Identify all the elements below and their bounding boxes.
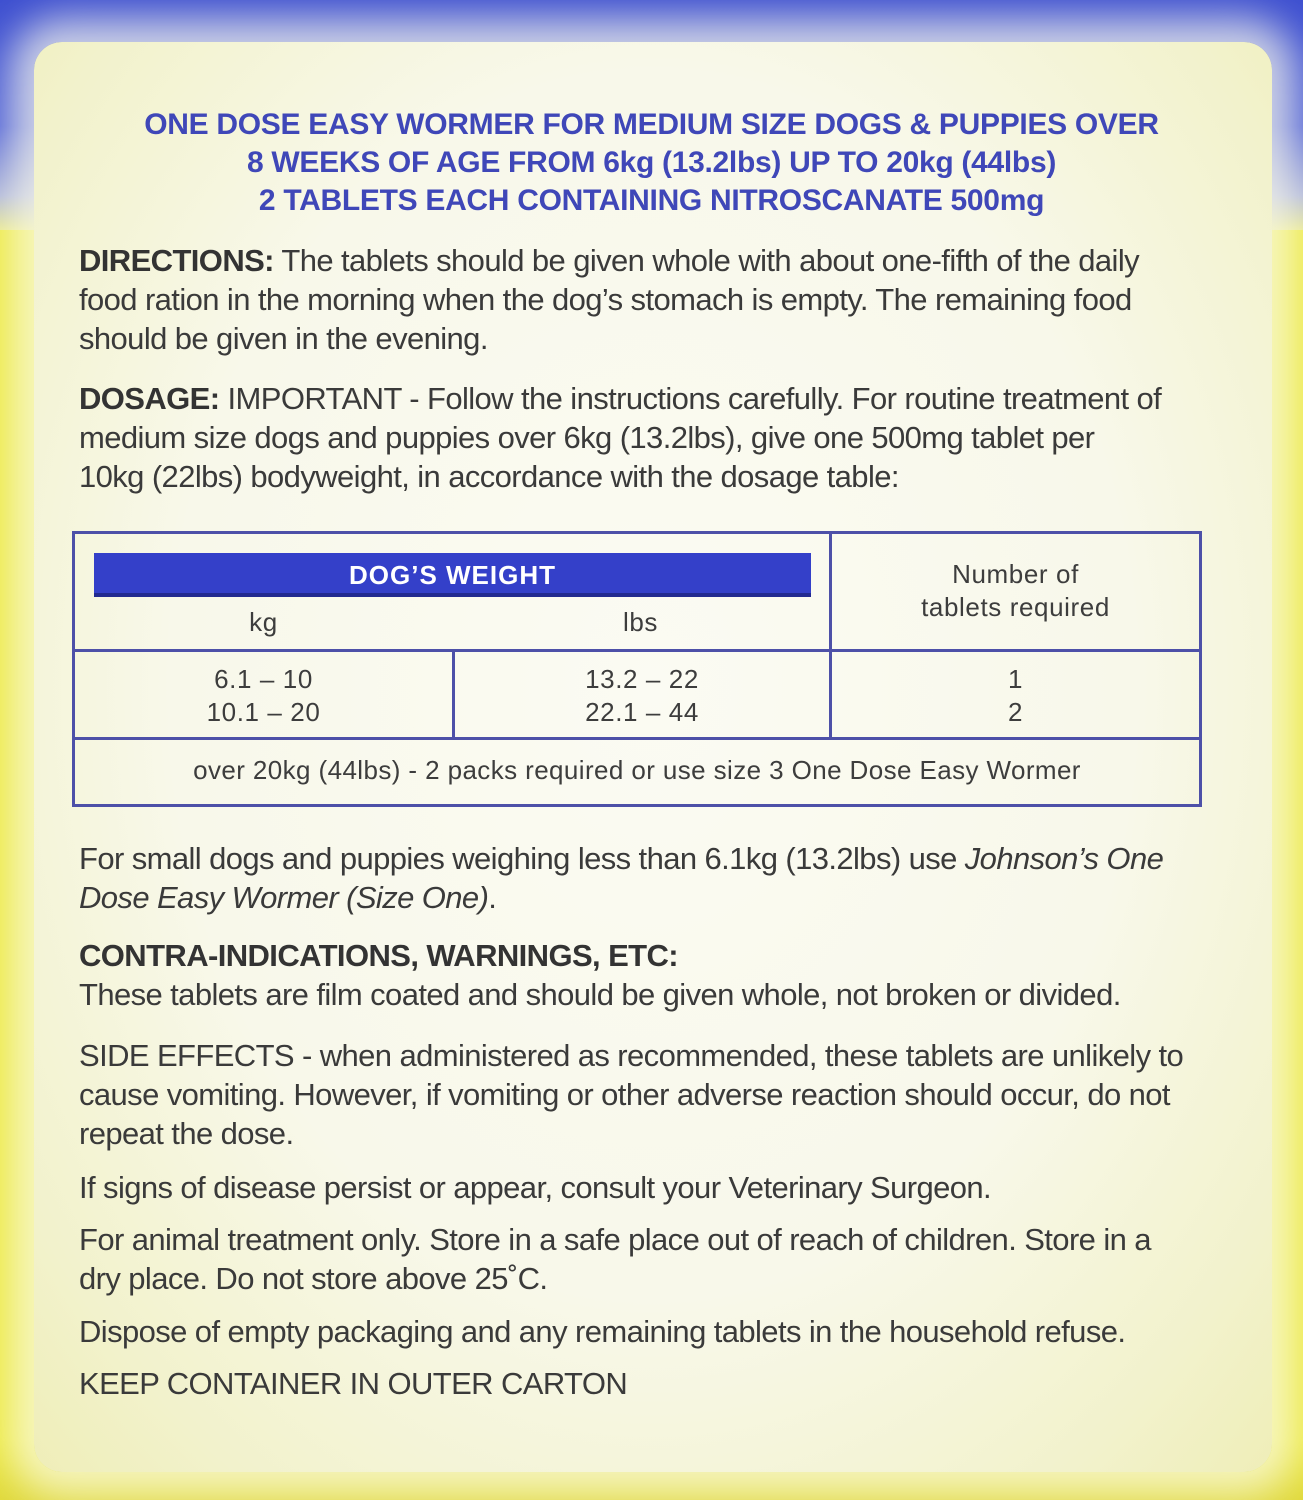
- storage-text: For animal treatment only. Store in a safe place out of reach of children. Store in a: [79, 1222, 1151, 1257]
- lbs-cell: [455, 663, 829, 729]
- punctuation: .: [488, 880, 497, 915]
- dosage-table: [72, 531, 1202, 807]
- table-value: 10.1 – 20: [206, 697, 321, 727]
- dosage-section: [79, 379, 1197, 496]
- dispose-text: Dispose of empty packaging and any remaining tablets in the household refuse.: [79, 1314, 1126, 1349]
- table-value: 22.1 – 44: [585, 697, 699, 727]
- product-name-italic: Johnson’s One: [964, 841, 1164, 876]
- dosage-label: DOSAGE:: [79, 381, 220, 416]
- small-dogs-text: For small dogs and puppies weighing less than 6.1kg (13.2lbs) use: [79, 841, 957, 876]
- storage-section: [79, 1220, 1197, 1298]
- kg-header: kg: [249, 607, 278, 637]
- dosage-text: 10kg (22lbs) bodyweight, in accordance with the dosage table:: [79, 459, 899, 494]
- table-value: 1: [1007, 664, 1024, 694]
- side-effects-text: repeat the dose.: [79, 1116, 294, 1151]
- side-effects-text: SIDE EFFECTS - when administered as recommended, these tablets are unlikely to: [79, 1038, 1184, 1073]
- tablets-header: [832, 558, 1199, 624]
- lbs-header: lbs: [622, 607, 659, 637]
- directions-text: should be given in the evening.: [79, 321, 488, 356]
- dosage-text: medium size dogs and puppies over 6kg (13.2lbs), give one 500mg tablet per: [79, 420, 1095, 455]
- directions-section: [79, 241, 1197, 358]
- directions-label: DIRECTIONS:: [79, 243, 274, 278]
- keep-text: KEEP CONTAINER IN OUTER CARTON: [79, 1366, 628, 1401]
- contra-section: [79, 936, 1197, 1014]
- contra-label: CONTRA-INDICATIONS, WARNINGS, ETC:: [79, 938, 678, 973]
- dosage-text: IMPORTANT - Follow the instructions carefully. For routine treatment of: [227, 381, 1162, 416]
- table-value: 2: [1007, 697, 1024, 727]
- keep-note: [79, 1364, 1197, 1403]
- table-divider: [75, 649, 1199, 652]
- small-dogs-note: [79, 839, 1197, 917]
- table-value: 6.1 – 10: [214, 664, 313, 694]
- dispose-note: [79, 1312, 1197, 1351]
- side-effects-section: [79, 1036, 1197, 1153]
- contra-text: These tablets are film coated and should be given whole, not broken or divided.: [79, 977, 1121, 1012]
- table-divider: [75, 737, 1199, 740]
- kg-cell: [75, 663, 452, 729]
- heading-line: 8 WEEKS OF AGE FROM 6kg (13.2lbs) UP TO 20kg (44lbs): [246, 146, 1057, 179]
- table-value: 13.2 – 22: [585, 664, 699, 694]
- tablets-header-line: Number of: [952, 559, 1079, 589]
- directions-text: food ration in the morning when the dog’s stomach is empty. The remaining food: [79, 282, 1132, 317]
- tablets-cell: [832, 663, 1199, 729]
- heading-line: ONE DOSE EASY WORMER FOR MEDIUM SIZE DOGS & PUPPIES OVER: [144, 108, 1159, 141]
- table-footer: over 20kg (44lbs) - 2 packs required or use size 3 One Dose Easy Wormer: [193, 755, 1081, 785]
- disease-text: If signs of disease persist or appear, consult your Veterinary Surgeon.: [79, 1170, 992, 1205]
- product-heading: [60, 106, 1243, 220]
- product-name-italic: Dose Easy Wormer (Size One): [79, 880, 489, 915]
- dogs-weight-header: DOG’S WEIGHT: [94, 553, 811, 597]
- side-effects-text: cause vomiting. However, if vomiting or other adverse reaction should occur, do not: [79, 1077, 1170, 1112]
- disease-note: [79, 1168, 1197, 1207]
- storage-text: dry place. Do not store above 25˚C.: [79, 1261, 548, 1296]
- directions-text: The tablets should be given whole with about one-fifth of the daily: [281, 243, 1140, 278]
- tablets-header-line: tablets required: [921, 592, 1110, 622]
- heading-line: 2 TABLETS EACH CONTAINING NITROSCANATE 500mg: [258, 184, 1045, 217]
